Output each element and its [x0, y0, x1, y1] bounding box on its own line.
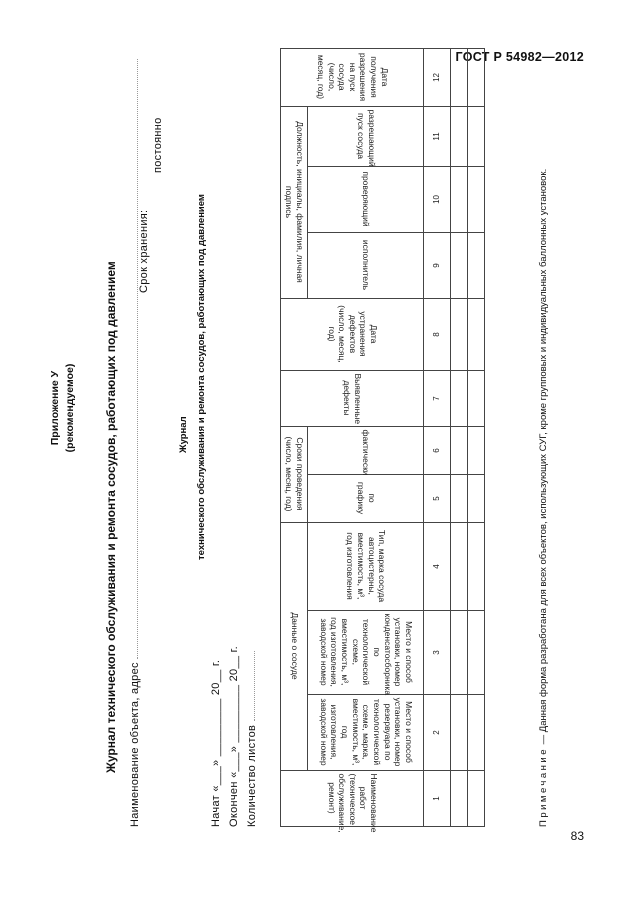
header-tanker: Тип, марка сосуда автоцистерны, вместимость, м³, год изготовления [308, 522, 424, 610]
column-number: 10 [424, 166, 451, 232]
column-number: 12 [424, 48, 451, 106]
column-number: 8 [424, 298, 451, 370]
object-name-field [129, 59, 141, 827]
column-number: 9 [424, 232, 451, 298]
appendix-subtitle: (рекомендуемое) [64, 363, 77, 453]
object-name-label: Наименование объекта, адрес [129, 662, 141, 827]
column-number: 4 [424, 522, 451, 610]
journal-subtitle: технического обслуживания и ремонта сосудов, работающих под давлением [196, 194, 207, 560]
column-number: 7 [424, 370, 451, 426]
header-dates: Сроки проведения (число, месяц, год) [281, 426, 308, 522]
appendix-heading [48, 283, 78, 533]
maintenance-log-table [280, 48, 485, 834]
started-field: Начат «___» _________ 20__ г. [210, 659, 222, 827]
column-number: 6 [424, 426, 451, 474]
header-vessel-data: Данные о сосуде [281, 522, 308, 770]
table-row [451, 48, 468, 826]
header-scheduled: по графику [308, 474, 424, 522]
header-approver: разрешающий пуск сосуда [308, 106, 424, 166]
journal-title: Журнал [178, 416, 189, 453]
header-row-groups [281, 48, 308, 826]
storage-period [138, 210, 150, 293]
appendix-title: Приложение У [49, 370, 61, 446]
storage-value: постоянно [152, 117, 164, 173]
header-row-columns [308, 48, 424, 826]
header-condensate: Место и способ установки, номер конденсатосборника по технологической схеме, вместимость, м³, год изготовления, заводской номер [308, 611, 424, 695]
header-work-name: Наименование работ (техническое обслуживание, ремонт) [281, 771, 424, 827]
column-number: 2 [424, 695, 451, 771]
table-row [468, 48, 485, 826]
header-tank: Место и способ установки, номер резервуара по технологической схеме, марка, вместимость, м³, год изготовления, заводской номер [308, 695, 424, 771]
header-permit-date: Дата получения разрешения на пуск сосуда (число, месяц, год) [281, 48, 424, 106]
header-signatures: Должность, инициалы, фамилия, личная подпись [281, 106, 308, 298]
column-number: 5 [424, 474, 451, 522]
header-actual: фактически [308, 426, 424, 474]
sheet-count-label: Количество листов [246, 724, 258, 827]
footnote-text: — Данная форма разработана для всех объектов, использующих СУГ, кроме групповых и индивидуальных баллонных установок. [538, 168, 549, 747]
document-title: Журнал технического обслуживания и ремонта сосудов, работающих под давлением [104, 261, 118, 773]
column-numbers-row [424, 48, 451, 826]
column-number: 1 [424, 771, 451, 827]
column-number: 3 [424, 611, 451, 695]
page-number: 83 [570, 829, 584, 843]
header-executor: исполнитель [308, 232, 424, 298]
storage-label: Срок хранения: [138, 209, 150, 293]
footnote-label: Примечание [538, 747, 549, 827]
finished-field: Окончен «___» _________ 20__ г. [228, 646, 240, 827]
header-inspector: проверяющий [308, 166, 424, 232]
footnote [538, 169, 549, 827]
header-defects: Выявленные дефекты [281, 370, 424, 426]
standard-number: ГОСТ Р 54982—2012 [455, 50, 584, 64]
sheet-count-line [253, 651, 255, 721]
header-fix-date: Дата устранения дефектов (число, месяц, год) [281, 298, 424, 370]
column-number: 11 [424, 106, 451, 166]
object-name-line [136, 59, 138, 659]
sheet-count-field [246, 651, 258, 827]
